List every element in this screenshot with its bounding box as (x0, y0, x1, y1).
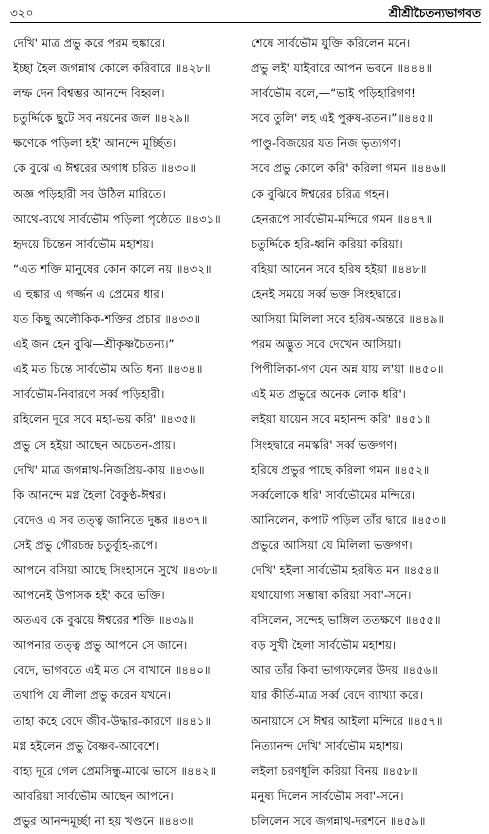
verse-line: এই জন হেন বুঝি—শ্রীকৃষ্ণচৈতন্য।” (13, 337, 175, 352)
verse-line: আপনেই উপাসক হই' করে ভক্তি। (13, 588, 165, 603)
verse-line: এই মত চিন্তে সার্বভৌম অতি ধন্য ॥৪৩৪॥ (13, 362, 203, 377)
verse-line: নিত্যানন্দ দেখি' সার্বভৌম মহাশয়। (251, 738, 404, 753)
verse-line: যথাযোগ্য সম্ভাষা করিয়া সবা'-সনে। (251, 588, 412, 603)
verse-line: চতুর্দ্দিকে হরি-ধ্বনি করিয়া করিয়া। (251, 236, 403, 251)
verse-line: ক্ষণেকে পড়িলা হই' আনন্দে মূর্চ্ছিত। (13, 136, 177, 151)
verse-line: চলিলেন সবে জগন্নাথ-দরশনে ॥৪৫৯॥ (251, 813, 426, 828)
running-title: শ্রীশ্রীচৈতন্যভাগবত (388, 6, 481, 20)
verse-line: বাহ্য দূরে গেল প্রেমসিন্ধু-মাঝে ভাসে ॥৪৪২॥ (13, 763, 217, 778)
verse-line: আপনার তত্ত্ব প্রভু আপনে সে জানে। (13, 638, 188, 653)
verse-line: সেই প্রভু গৌরচন্দ্র চতুর্ব্যূহ-রূপে। (13, 537, 158, 552)
page-header (10, 0, 481, 23)
verse-line: প্রভুর আনন্দমূর্চ্ছা না হয় খণ্ডনে ॥৪৪৩॥ (13, 813, 194, 828)
verse-line: আথে-ব্যথে সার্বভৌম পড়িলা পৃষ্ঠেতে ॥৪৩১॥ (13, 211, 221, 226)
verse-line: যত কিছু অলৌকিক-শক্তির প্রচার ॥৪৩৩॥ (13, 312, 201, 327)
left-verse-column (13, 31, 245, 834)
verse-line: আপনে বসিয়া আছে সিংহাসনে সুখে ॥৪৩৮॥ (13, 562, 218, 577)
verse-line: অতএব কে বুঝয়ে ঈশ্বরের শক্তি ॥৪৩৯॥ (13, 613, 194, 628)
verse-line: প্রভু সে হইয়া আছেন অচেতন-প্রায়। (13, 437, 176, 452)
verse-line: সিংহদ্বারে নমস্করি' সর্ব্ব ভক্তগণ। (251, 437, 398, 452)
page-number: ৩২০ (10, 6, 34, 20)
verse-line: পিপীলিকা-গণ যেন অন্ন যায় ল'য়া ॥৪৫০॥ (251, 362, 444, 377)
verse-line: দেখি' মাত্র প্রভু করে পরম হুঙ্কারে। (13, 36, 165, 50)
verse-line: বেদেও এ সব তত্ত্ব জানিতে দুষ্কর ॥৪৩৭॥ (13, 512, 208, 527)
verse-line: হেনই সময়ে সর্ব্ব ভক্ত সিংহদ্বারে। (251, 286, 401, 301)
verse-line: সার্বভৌম-নিবারণে সর্ব্ব পড়িহারী। (13, 387, 165, 402)
verse-line: দেখি' হইলা সার্বভৌম হরষিত মন ॥৪৫৪॥ (251, 562, 439, 577)
verse-line: পরম অদ্ভুত সবে দেখেন আসিয়া। (251, 337, 402, 352)
verse-line: হৃদয়ে চিন্তেন সার্বভৌম মহাশয়। (13, 236, 154, 251)
verse-line: রহিলেন দূরে সবে মহা-ভয় করি' ॥৪৩৫॥ (13, 412, 196, 427)
verse-line: অনায়াসে সে ঈশ্বর আইলা মন্দিরে ॥৪৫৭॥ (251, 713, 443, 728)
verse-line: লইয়া যায়েন সবে মহানন্দ করি' ॥৪৫১॥ (251, 412, 431, 427)
verse-line: মনুষ্য দিলেন সার্বভৌম সবা'-সনে। (251, 788, 404, 803)
verse-line: কে বুঝিবে ঈশ্বরের চরিত্র গহন। (251, 186, 390, 201)
verse-line: ইচ্ছা হৈল জগন্নাথ কোলে করিবারে ॥৪২৮॥ (13, 61, 211, 76)
verse-line: মগ্ন হইলেন প্রভু বৈষ্ণব-আবেশে। (13, 738, 160, 753)
verse-line: আবরিয়া সার্বভৌম আছেন আপনে। (13, 788, 174, 803)
verse-line: বহিয়া আনেন সবে হরিষ হইয়া ॥৪৪৮॥ (251, 261, 427, 276)
verse-line: কে বুঝে এ ঈশ্বরের অগাধ চরিত ॥৪৩০॥ (13, 161, 197, 176)
verse-line: সার্বভৌম বলে,—“ভাই পড়িহারিগণ! (251, 86, 416, 101)
verse-line: অজ্ঞ পড়িহারী সব উঠিল মারিতে। (13, 186, 166, 201)
verse-line: কি আনন্দে মগ্ন হৈলা বৈকুণ্ঠ-ঈশ্বর। (13, 487, 166, 502)
verse-line: আসিয়া মিলিলা সবে হরিষ-অন্তরে ॥৪৪৯॥ (251, 312, 445, 327)
verse-line: যার কীর্তি-মাত্র সর্ব্ব বেদে ব্যাখ্যা করে। (251, 688, 423, 703)
verse-line: সর্ব্বলোকে ধরি' সার্বভৌমের মন্দিরে। (251, 487, 416, 502)
verse-line: লম্ফ দেন বিশ্বম্ভর আনন্দে বিহ্বল। (13, 86, 165, 101)
verse-line: লইলা চরণধূলি করিয়া বিনয় ॥৪৫৮॥ (251, 763, 418, 778)
verse-line: আনিলেন, কপাট পড়িল তাঁর দ্বারে ॥৪৫৩॥ (251, 512, 447, 527)
verse-line: সবে প্রভু কোলে করি' করিলা গমন ॥৪৪৬॥ (251, 161, 447, 176)
verse-line: তাহা কহে বেদে জীব-উদ্ধার-কারণে ॥৪৪১॥ (13, 713, 212, 728)
verse-line: চতুর্দ্দিকে ছুটে সব নয়নের জল ॥৪২৯॥ (13, 111, 190, 126)
verse-line: প্রভু লই' যাইবারে আপন ভবনে ॥৪৪৪॥ (251, 61, 433, 76)
verse-line: দেখি' মাত্র জগন্নাথ-নিজপ্রিয়-কায় ॥৪৩৬॥ (13, 462, 205, 477)
verse-line: হরিষে প্রভুর পাছে করিলা গমন ॥৪৫২॥ (251, 462, 430, 477)
verse-line: হেনরূপে সার্বভৌম-মন্দিরে গমন ॥৪৪৭॥ (251, 211, 433, 226)
right-verse-column (251, 31, 483, 834)
verse-line: বেদে, ভাগবতে এই মত সে বাখানে ॥৪৪০॥ (13, 663, 211, 678)
verse-line: প্রভুরে আসিয়া যে মিলিলা ভক্তগণ। (251, 537, 413, 552)
verse-line: শেষে সার্বভৌম যুক্তি করিলেন মনে। (251, 36, 411, 50)
verse-line: বড় সুখী হৈলা সার্বভৌম মহাশয়। (251, 638, 397, 653)
verse-line: তথাপি যে লীলা প্রভু করেন যখনে। (13, 688, 171, 703)
verse-line: “এত শক্তি মানুষের কোন কালে নয় ॥৪৩২॥ (13, 261, 212, 276)
verse-line: এ হুঙ্কার এ গর্জ্জন এ প্রেমের ধার। (13, 286, 164, 301)
verse-line: আর তাঁর কিবা ভাগ্যফলের উদয় ॥৪৫৬॥ (251, 663, 438, 678)
verse-line: বসিলেন, সন্দেহ ভাঙ্গিল ততক্ষণে ॥৪৫৫॥ (251, 613, 441, 628)
verse-line: সবে তুলি' লহ এই পুরুষ-রতন।”॥৪৪৫॥ (251, 111, 434, 126)
verse-line: এই মত প্রভুরে অনেক লোক ধরি'। (251, 387, 406, 402)
verse-line: পাণ্ডু-বিজয়ের যত নিজ ভৃত্যগণ। (251, 136, 401, 151)
